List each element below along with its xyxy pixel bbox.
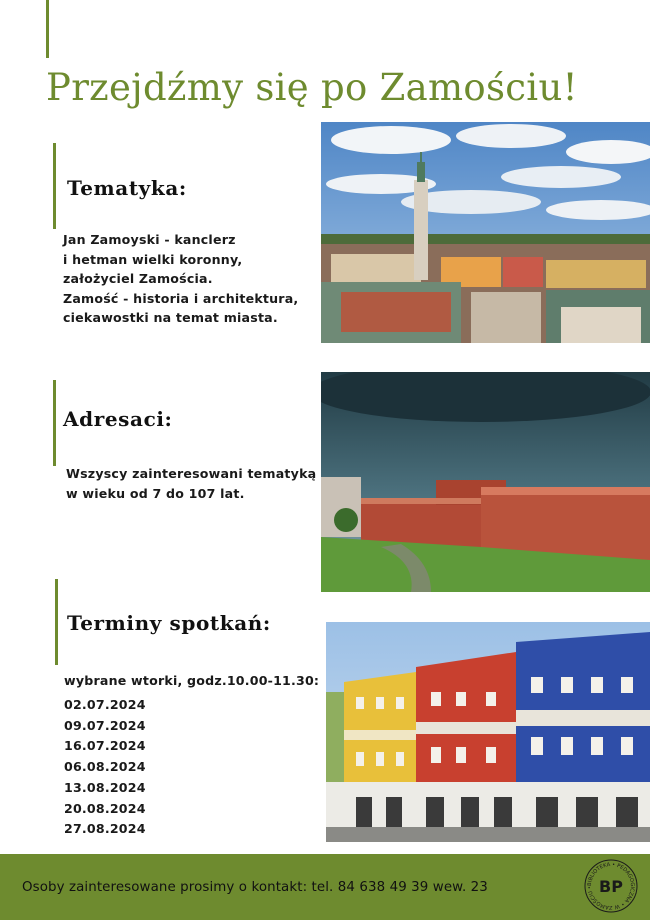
- logo-monogram: BP: [599, 877, 623, 896]
- text-line: ciekawostki na temat miasta.: [63, 310, 278, 325]
- page-title: Przejdźmy się po Zamościu!: [46, 66, 578, 109]
- text-line: w wieku od 7 do 107 lat.: [66, 485, 245, 501]
- text-line: założyciel Zamościa.: [63, 271, 213, 286]
- date-item: 13.08.2024: [64, 779, 146, 795]
- footer-contact-text: Osoby zainteresowane prosimy o kontakt: tel. 84 638 49 39 wew. 23: [22, 880, 488, 895]
- text-line: Jan Zamoyski - kanclerz: [63, 232, 236, 247]
- top-accent-bar: [46, 0, 49, 58]
- date-item: 06.08.2024: [64, 759, 146, 775]
- section-heading-terminy: Terminy spotkań:: [67, 611, 271, 635]
- meeting-intro: wybrane wtorki, godz.10.00-11.30:: [64, 673, 320, 688]
- meeting-dates-list: [64, 695, 146, 840]
- section-heading-adresaci: Adresaci:: [63, 407, 173, 431]
- date-item: 02.07.2024: [64, 697, 146, 712]
- photo-armenian-houses: [326, 622, 650, 842]
- text-line: Wszyscy zainteresowani tematyką: [66, 466, 317, 481]
- photo-town-hall-panorama: [321, 122, 650, 343]
- section-text-adresaci: [66, 464, 316, 503]
- library-logo: [583, 858, 639, 914]
- date-item: 16.07.2024: [64, 738, 146, 754]
- section-1-accent-bar: [53, 143, 56, 229]
- date-item: 09.07.2024: [64, 717, 146, 733]
- logo-ring-text: BIBLIOTEKA • PEDAGOGICZNA • W ZAMOŚCIU •: [586, 861, 636, 911]
- section-2-accent-bar: [53, 380, 56, 466]
- text-line: i hetman wielki koronny,: [63, 251, 243, 267]
- section-text-tematyka: [63, 230, 298, 328]
- section-3-accent-bar: [55, 579, 58, 665]
- date-item: 27.08.2024: [64, 821, 146, 837]
- text-line: Zamość - historia i architektura,: [63, 290, 299, 306]
- section-heading-tematyka: Tematyka:: [67, 176, 187, 200]
- photo-fortress-walls: [321, 372, 650, 592]
- date-item: 20.08.2024: [64, 800, 146, 816]
